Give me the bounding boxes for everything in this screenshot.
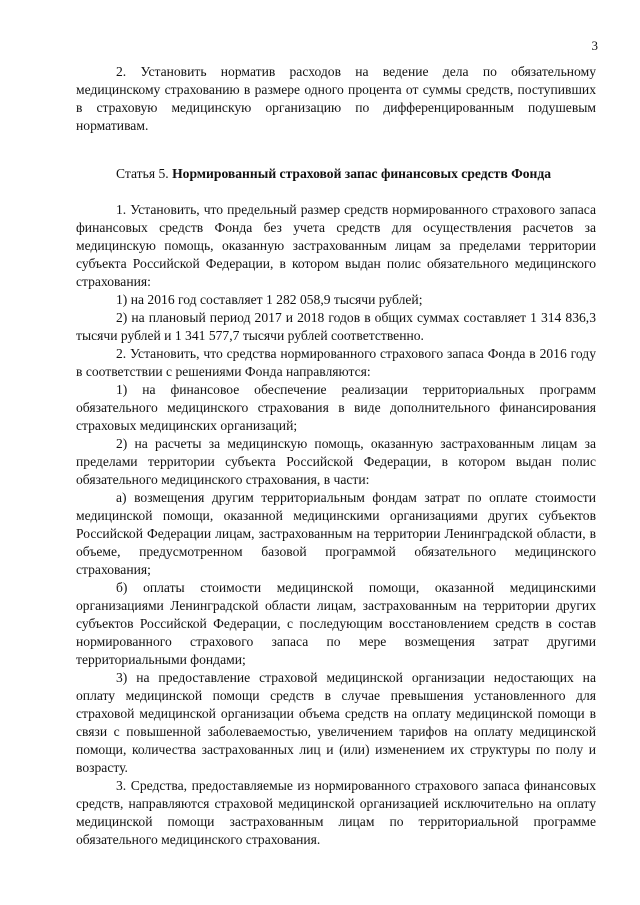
document-body xyxy=(76,63,596,849)
paragraph-3: 3. Средства, предоставляемые из нормированного страхового запаса финансовых средств, направляются страховой медицинской организацией исключительно на оплату медицинской помощи застрахованным лицам по территориальной программе обязательного медицинского страхования. xyxy=(76,778,596,847)
article-title: Нормированный страховой запас финансовых средств Фонда xyxy=(172,166,552,181)
paragraph-2-item-2a: а) возмещения другим территориальным фондам затрат по оплате стоимости медицинской помощи, оказанной медицинскими организациями других субъектов Российской Федерации лицам, застрахованным на территории Ленинградской области, в объеме, предусмотренном базовой программой обязательного медицинского страхования; xyxy=(76,490,596,577)
paragraph-1-item-2: 2) на плановый период 2017 и 2018 годов в общих суммах составляет 1 314 836,3 тысячи рублей и 1 341 577,7 тысячи рублей соответственно. xyxy=(76,310,596,343)
paragraph-norm-expenses: 2. Установить норматив расходов на ведение дела по обязательному медицинскому страхованию в размере одного процента от суммы средств, поступивших в страховую медицинскую организацию по дифференцированным подушевым нормативам. xyxy=(76,64,596,133)
paragraph-2-item-3: 3) на предоставление страховой медицинской организации недостающих на оплату медицинской помощи средств в случае превышения установленного для страховой медицинской организации объема средств на оплату медицинской помощи в связи с повышенной заболеваемостью, увеличением тарифов на оплату медицинской помощи, количества застрахованных лиц и (или) изменением их структуры по полу и возрасту. xyxy=(76,670,596,775)
page-number: 3 xyxy=(591,38,598,53)
paragraph-2-item-1: 1) на финансовое обеспечение реализации территориальных программ обязательного медицинского страхования в виде дополнительного финансирования страховых медицинских организаций; xyxy=(76,382,596,433)
paragraph-1: 1. Установить, что предельный размер средств нормированного страхового запаса финансовых средств Фонда без учета средств для осуществления расчетов за медицинскую помощь, оказанную застрахованным лицам за пределами территории субъекта Российской Федерации, в котором выдан полис обязательного медицинского страхования: xyxy=(76,202,596,289)
article-prefix: Статья 5. xyxy=(116,166,169,181)
paragraph-1-item-1: 1) на 2016 год составляет 1 282 058,9 тысячи рублей; xyxy=(116,292,423,307)
paragraph-2-item-2: 2) на расчеты за медицинскую помощь, оказанную застрахованным лицам за пределами территории субъекта Российской Федерации, в котором выдан полис обязательного медицинского страхования, в части: xyxy=(76,436,596,487)
article-heading xyxy=(76,165,596,183)
paragraph-2: 2. Установить, что средства нормированного страхового запаса Фонда в 2016 году в соответствии с решениями Фонда направляются: xyxy=(76,346,596,379)
paragraph-2-item-2b: б) оплаты стоимости медицинской помощи, оказанной медицинскими организациями Ленинградской области лицам, застрахованным на территории других субъектов Российской Федерации, с последующим восстановлением средств в состав нормированного страхового запаса по мере возмещения затрат другими территориальными фондами; xyxy=(76,580,596,667)
